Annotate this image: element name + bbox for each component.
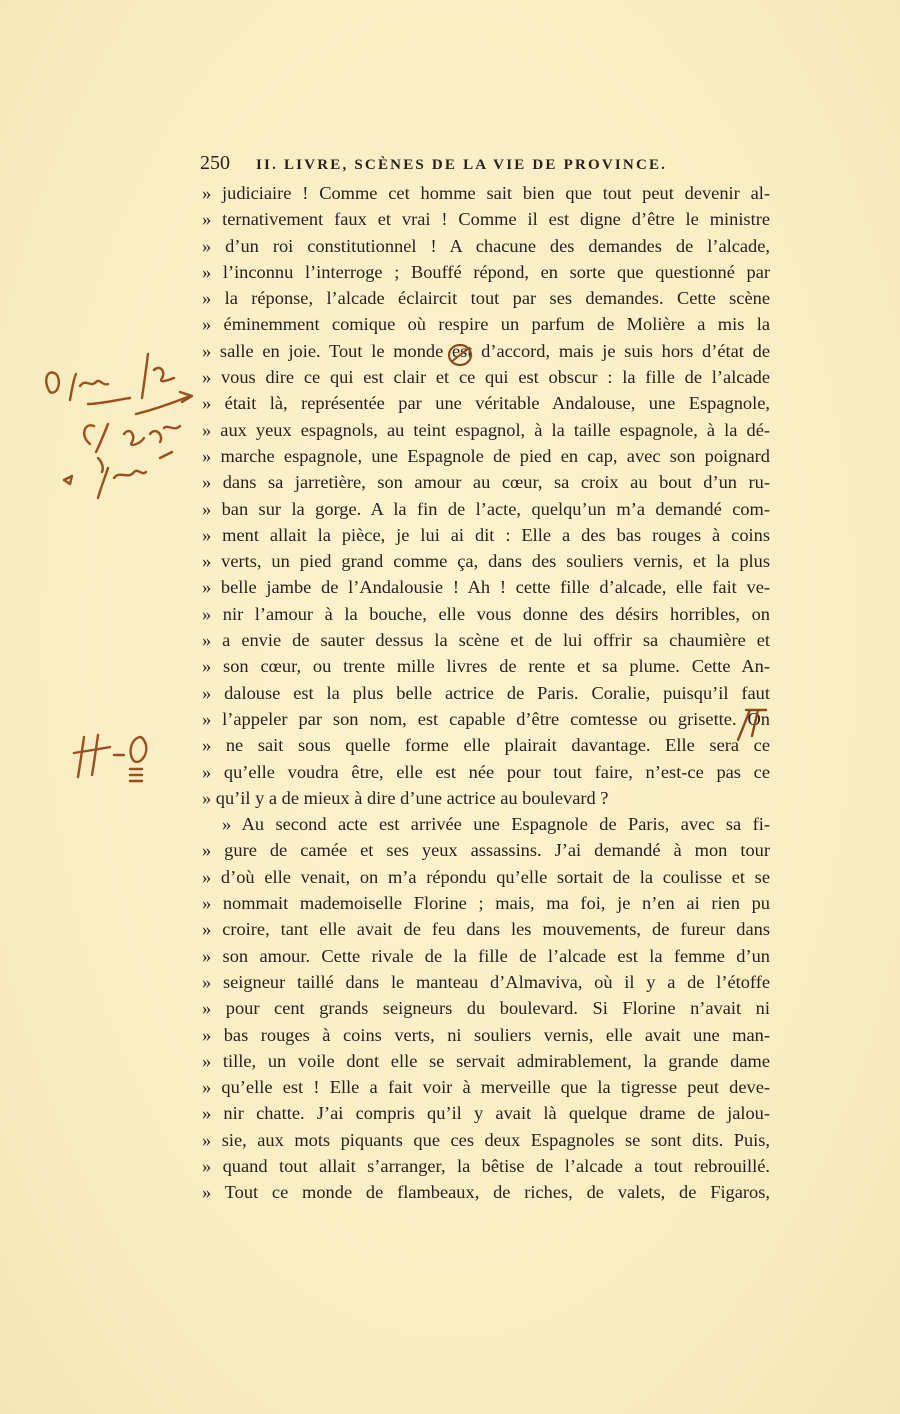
text-line: » qu’elle est ! Elle a fait voir à merveille que la tigresse peut deve- xyxy=(202,1077,770,1098)
text-line: » qu’il y a de mieux à dire d’une actrice au boulevard ? xyxy=(202,787,609,808)
text-line: » seigneur taillé dans le manteau d’Almaviva, où il y a de l’étoffe xyxy=(202,971,770,992)
text-line: » pour cent grands seigneurs du boulevard. Si Florine n’avait ni xyxy=(202,998,770,1019)
text-line: » ne sait sous quelle forme elle plairait davantage. Elle sera ce xyxy=(202,735,770,756)
text-line: » ternativement faux et vrai ! Comme il est digne d’être le ministre xyxy=(202,209,770,230)
text-line: » dalouse est la plus belle actrice de Paris. Coralie, puisqu’il faut xyxy=(202,682,770,703)
text-line: » son cœur, ou trente mille livres de rente et sa plume. Cette An- xyxy=(202,656,770,677)
text-line: » ban sur la gorge. A la fin de l’acte, quelqu’un m’a demandé com- xyxy=(202,498,770,519)
text-line: » dans sa jarretière, son amour au cœur, sa croix au bout d’un ru- xyxy=(202,472,770,493)
text-line: » bas rouges à coins verts, ni souliers vernis, elle avait une man- xyxy=(202,1024,770,1045)
text-line: » qu’elle voudra être, elle est née pour tout faire, n’est-ce pas ce xyxy=(202,761,770,782)
handwritten-proof-mark-icon xyxy=(70,725,160,785)
text-line: » croire, tant elle avait de feu dans les mouvements, de fureur dans xyxy=(202,919,770,940)
text-line: » l’inconnu l’interroge ; Bouffé répond, en sorte que questionné par xyxy=(202,261,770,282)
text-line: » verts, un pied grand comme ça, dans des souliers vernis, et la plus xyxy=(202,551,770,572)
text-line: » Au second acte est arrivée une Espagnole de Paris, avec sa fi- xyxy=(222,814,770,835)
text-line: » la réponse, l’alcade éclaircit tout par ses demandes. Cette scène xyxy=(202,288,770,309)
text-line: » belle jambe de l’Andalousie ! Ah ! cette fille d’alcade, elle fait ve- xyxy=(202,577,770,598)
insertion-mark-icon xyxy=(730,706,770,742)
text-line: » d’où elle venait, on m’a répondu qu’elle sortait de la coulisse et se xyxy=(202,866,770,887)
text-line: » a envie de sauter dessus la scène et de lui offrir sa chaumière et xyxy=(202,630,770,651)
text-line: » éminemment comique où respire un parfum de Molière a mis la xyxy=(202,314,770,335)
text-line: » était là, représentée par une véritable Andalouse, une Espagnole, xyxy=(202,393,770,414)
text-line: » nir chatte. J’ai compris qu’il y avait là quelque drame de jalou- xyxy=(202,1103,770,1124)
text-line: » quand tout allait s’arranger, la bêtise de l’alcade a tout rebrouillé. xyxy=(202,1155,770,1176)
circle-correction-icon xyxy=(445,340,475,370)
text-line: » marche espagnole, une Espagnole de pied en cap, avec son poignard xyxy=(202,445,770,466)
text-line: » aux yeux espagnols, au teint espagnol, à la taille espagnole, à la dé- xyxy=(202,419,770,440)
text-line: » ment allait la pièce, je lui ai dit : Elle a des bas rouges à coins xyxy=(202,524,770,545)
text-line: » gure de camée et ses yeux assassins. J’ai demandé à mon tour xyxy=(202,840,770,861)
text-line: » nommait mademoiselle Florine ; mais, ma foi, je n’en ai rien pu xyxy=(202,893,770,914)
handwritten-margin-note-icon xyxy=(40,340,200,510)
text-line: » l’appeler par son nom, est capable d’être comtesse ou grisette. On xyxy=(202,708,770,729)
text-line: » d’un roi constitutionnel ! A chacune des demandes de l’alcade, xyxy=(202,235,770,256)
text-line: » judiciaire ! Comme cet homme sait bien que tout peut devenir al- xyxy=(202,183,770,203)
text-line: » sie, aux mots piquants que ces deux Espagnoles se sont dits. Puis, xyxy=(202,1129,770,1150)
text-line: » Tout ce monde de flambeaux, de riches, de valets, de Figaros, xyxy=(202,1182,770,1203)
running-head: II. LIVRE, SCÈNES DE LA VIE DE PROVINCE. xyxy=(256,157,668,173)
text-line: » nir l’amour à la bouche, elle vous donne des désirs horribles, on xyxy=(202,603,770,624)
body-text xyxy=(202,180,770,1206)
text-line: » vous dire ce qui est clair et ce qui est obscur : la fille de l’alcade xyxy=(202,367,770,388)
text-line: » tille, un voile dont elle se servait admirablement, la grande dame xyxy=(202,1050,770,1071)
page-number: 250 xyxy=(200,152,230,174)
text-line: » salle en joie. Tout le monde est d’accord, mais je suis hors d’état de xyxy=(202,340,770,361)
text-line: » son amour. Cette rivale de la fille de l’alcade est la femme d’un xyxy=(202,945,770,966)
page-header xyxy=(200,152,770,178)
